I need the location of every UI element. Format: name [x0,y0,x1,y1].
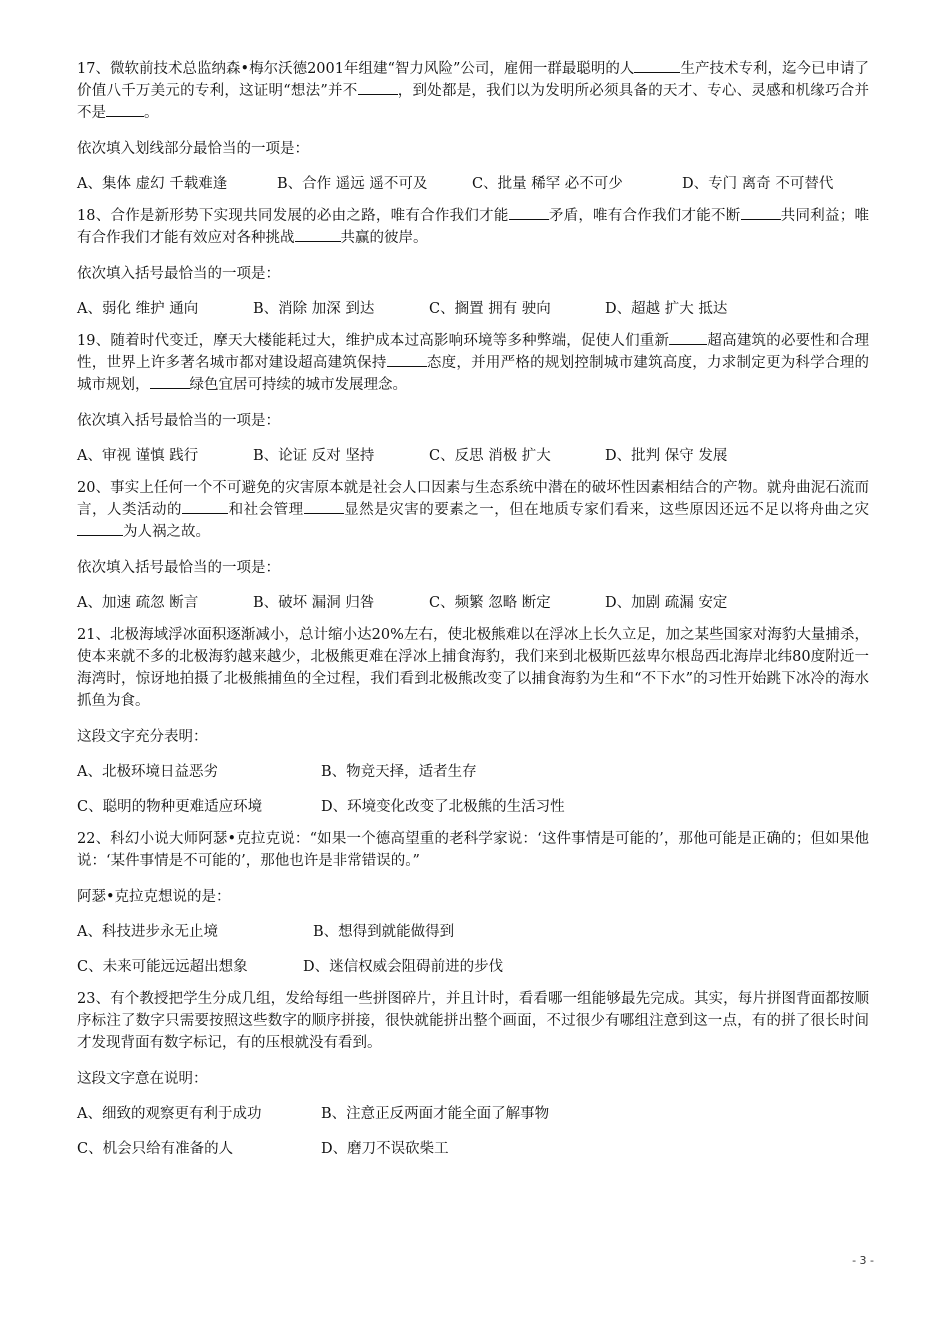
question-17-options [77,173,869,195]
option-c: C、批量 稀罕 必不可少 [472,176,623,192]
question-19-prompt: 依次填入括号最恰当的一项是： [77,413,280,429]
option-a: A、科技进步永无止境 [77,924,218,940]
answer-blank [182,499,228,514]
option-b: B、消除 加深 到达 [253,301,375,317]
option-a: A、弱化 维护 通向 [77,301,199,317]
option-b: B、合作 遥远 遥不可及 [277,176,428,192]
option-a: A、细致的观察更有利于成功 [77,1106,262,1122]
option-c: C、搁置 拥有 驶向 [429,301,551,317]
option-d: D、环境变化改变了北极熊的生活习性 [321,799,565,815]
answer-blank [77,521,123,536]
option-a: A、集体 虚幻 千载难逢 [77,176,228,192]
page-number: - 3 - [852,1254,874,1267]
question-21-options-row-2 [77,796,869,818]
option-d: D、加剧 疏漏 安定 [605,595,728,611]
option-c: C、机会只给有准备的人 [77,1141,234,1157]
answer-blank [509,205,549,220]
option-b: B、注意正反两面才能全面了解事物 [321,1106,550,1122]
question-18-stem: 18、合作是新形势下实现共同发展的必由之路，唯有合作我们才能 矛盾，唯有合作我们才能不断 共同利益；唯有合作我们才能有效应对各种挑战 共赢的彼岸。 [77,205,869,249]
option-a: A、加速 疏忽 断言 [77,595,199,611]
answer-blank [669,330,707,345]
answer-blank [741,205,781,220]
question-22-options-row-2 [77,956,869,978]
option-c: C、未来可能远远超出想象 [77,959,248,975]
question-17-stem: 17、微软前技术总监纳森•梅尔沃德2001年组建“智力风险”公司，雇佣一群最聪明的人 生产技术专利，迄今已申请了价值八千万美元的专利，这证明“想法”并不 ，到处都是，我们以为发明所必须具备的天才、专心、灵感和机缘巧合并不是 。 [77,58,869,124]
answer-blank [358,80,398,95]
option-b: B、破坏 漏洞 归咎 [253,595,375,611]
answer-blank [387,352,427,367]
option-c: C、聪明的物种更难适应环境 [77,799,263,815]
question-23-stem: 23、有个教授把学生分成几组，发给每组一些拼图碎片，并且计时，看看哪一组能够最先完成。其实，每片拼图背面都按顺序标注了数字只需要按照这些数字的顺序拼接，很快就能拼出整个画面，不过很少有哪组注意到这一点，有的拼了很长时间才发现背面有数字标记，有的压根就没有看到。 [77,991,869,1051]
option-c: C、频繁 忽略 断定 [429,595,551,611]
answer-blank [634,58,680,73]
question-17-prompt: 依次填入划线部分最恰当的一项是： [77,141,309,157]
document-page [77,58,869,1160]
answer-blank [295,227,341,242]
option-d: D、专门 离奇 不可替代 [682,176,834,192]
option-c: C、反思 消极 扩大 [429,448,551,464]
question-19-options [77,445,869,467]
question-22-prompt: 阿瑟•克拉克想说的是： [77,889,231,905]
question-21-prompt: 这段文字充分表明： [77,729,208,745]
option-d: D、超越 扩大 抵达 [605,301,728,317]
option-b: B、想得到就能做得到 [313,924,455,940]
answer-blank [150,374,190,389]
question-22-stem: 22、科幻小说大师阿瑟•克拉克说：“如果一个德高望重的老科学家说：‘这件事情是可能的’，那他可能是正确的；但如果他说：‘某件事情是不可能的’，那他也许是非常错误的。” [77,831,869,869]
question-23-options-row-1 [77,1103,869,1125]
option-a: A、北极环境日益恶劣 [77,764,218,780]
option-a: A、审视 谨慎 践行 [77,448,199,464]
option-d: D、批判 保守 发展 [605,448,728,464]
question-18-prompt: 依次填入括号最恰当的一项是： [77,266,280,282]
question-22-options-row-1 [77,921,869,943]
option-d: D、迷信权威会阻碍前进的步伐 [303,959,504,975]
option-d: D、磨刀不误砍柴工 [321,1141,449,1157]
answer-blank [106,102,144,117]
option-b: B、论证 反对 坚持 [253,448,375,464]
question-21-stem: 21、北极海域浮冰面积逐渐减小，总计缩小达20%左右，使北极熊难以在浮冰上长久立足，加之某些国家对海豹大量捕杀，使本来就不多的北极海豹越来越少，北极熊更难在浮冰上捕食海豹，我们来到北极斯匹兹卑尔根岛西北海岸北纬80度附近一海湾时，惊讶地拍摄了北极熊捕鱼的全过程，我们看到北极熊改变了以捕食海豹为生和“不下水”的习性开始跳下冰冷的海水抓鱼为食。 [77,627,869,709]
question-18-options [77,298,869,320]
option-b: B、物竞天择，适者生存 [321,764,477,780]
question-21-options-row-1 [77,761,869,783]
answer-blank [304,499,344,514]
question-19-stem: 19、随着时代变迁，摩天大楼能耗过大，维护成本过高影响环境等多种弊端，促使人们重新 超高建筑的必要性和合理性，世界上许多著名城市都对建设超高建筑保持 态度，并用严格的规划控制城市建筑高度，力求制定更为科学合理的城市规划， 绿色宜居可持续的城市发展理念。 [77,330,869,396]
question-20-stem: 20、事实上任何一个不可避免的灾害原本就是社会人口因素与生态系统中潜在的破坏性因素相结合的产物。就舟曲泥石流而言，人类活动的 和社会管理 显然是灾害的要素之一，但在地质专家们看来，这些原因还远不足以将舟曲之灾为人祸之故。 [77,480,870,540]
question-23-options-row-2 [77,1138,869,1160]
question-23-prompt: 这段文字意在说明： [77,1071,208,1087]
question-20-prompt: 依次填入括号最恰当的一项是： [77,560,280,576]
question-20-options [77,592,869,614]
